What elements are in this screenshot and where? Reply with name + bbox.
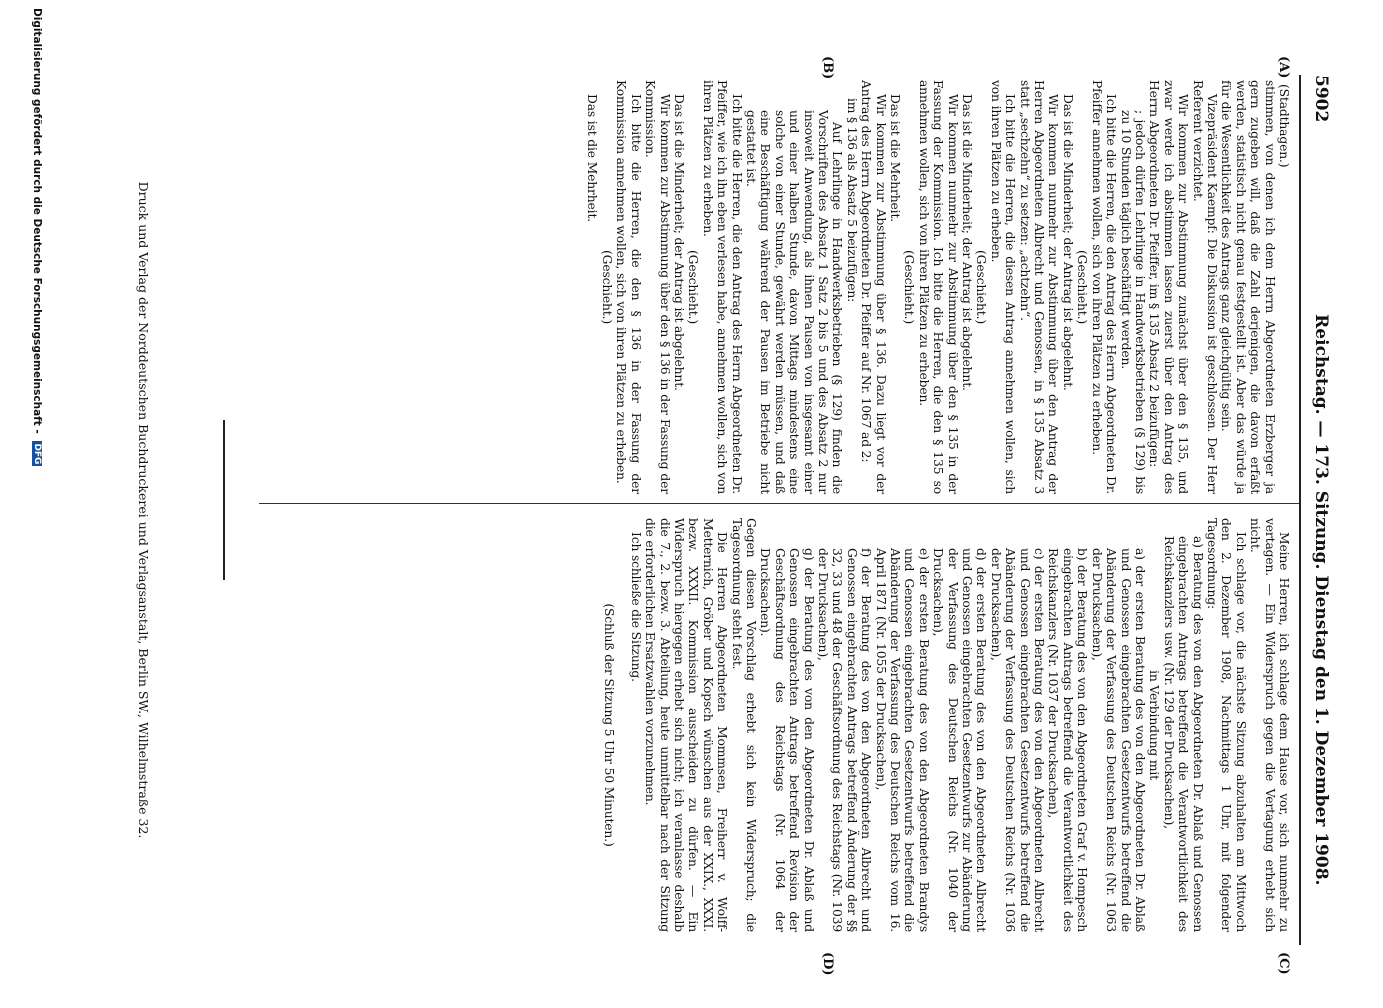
agenda-subitem: g) der Beratung des von den Abgeordneten Dr. Ablaß und Genossen eingebrachten Antrags betreffend Revision der Geschäftsordnung des Reichstags (Nr. 1064 der Drucksachen). (758, 548, 816, 932)
digitization-credit (31, 0, 43, 1008)
agenda-subitem: a) der ersten Beratung des von den Abgeordneten Dr. Ablaß und Genossen eingebrachten Gesetzentwurfs betreffend die Abänderung der Verfassung des Deutschen Reichs (Nr. 1063 der Drucksachen), (1089, 548, 1147, 932)
imprint-line: Druck und Verlag der Norddeutschen Buchdruckerei und Verlagsanstalt, Berlin SW., Wilhelmstraße 32. (136, 181, 151, 839)
agenda-item: a) Beratung des von den Abgeordneten Dr. Ablaß und Genossen eingebrachten Antrags betreffend die Verantwortlichkeit des Reichskanzlers usw. (Nr. 129 der Drucksachen), (1161, 536, 1205, 932)
paragraph: Das ist die Mehrheit. (888, 94, 903, 222)
right-column (602, 518, 1291, 932)
stage-direction: (Geschieht.) (974, 250, 989, 324)
agenda-subitem: b) der Beratung des von den Abgeordneten Graf v. Hompesch eingebrachten Antrags betreffend die Verantwortlichkeit des Reichskanzlers (Nr. 1037 der Drucksachen), (1046, 548, 1090, 932)
paragraph: Vizepräsident Kaempf: Die Diskussion ist geschlossen. Der Herr Referent verzichtet. (1190, 80, 1219, 494)
paragraph: Wir kommen zur Abstimmung zunächst über den § 135, und zwar werde ich abstimmen lassen zuerst über den Antrag des Herrn Abgeordneten Dr. Pfeiffer, im § 135 Absatz 2 beizufügen: (1147, 80, 1191, 494)
paragraph: Die Herren Abgeordneten Mommsen, Freiherr v. Wolff-Metternich, Gröber und Kopsch wünschen aus der XXIX., XXXI. bezw. XXXII. Kommission ausscheiden zu dürfen. — Ein Widerspruch hiergegen erhebt sich nicht; ich veranlasse deshalb die 7., 2. bezw. 3. Abteilung, heute unmittelbar nach der Sitzung die erforderlichen Ersatzwahlen vorzunehmen. (643, 518, 730, 932)
header-rule (1299, 75, 1301, 945)
paragraph: Wir kommen nunmehr zur Abstimmung über den Antrag der Herren Abgeordneten Albrecht und Genossen, in § 135 Absatz 3 statt „sechzehn“ zu setzen: „achtzehn“. (1017, 80, 1061, 494)
quoted-amendment: ; jedoch dürfen Lehrlinge in Handwerksbetrieben (§ 129) bis zu 10 Stunden täglich beschäftigt werden. (1118, 110, 1147, 494)
stage-direction: (Geschieht.) (686, 250, 701, 324)
agenda-connector: in Verbindung mit (1147, 670, 1162, 780)
column-divider (259, 503, 1299, 504)
paragraph: Das ist die Mehrheit. (585, 94, 600, 222)
paragraph: stimmen, von denen ich dem Herrn Abgeordneten Erzberger ja gern zugeben will, daß die Zahl derjenigen, die davon erfaßt werden, statistisch nicht genau festgestellt ist. Aber das würde ja für die Wesentlichkeit des Antrags ganz gleichgültig sein. (1219, 80, 1277, 494)
stage-direction: (Geschieht.) (902, 250, 917, 324)
agenda-subitem: c) der ersten Beratung des von den Abgeordneten Albrecht und Genossen eingebrachten Gesetzentwurfs betreffend die Abänderung der Verfassung des Deutschen Reichs (Nr. 1036 der Drucksachen), (988, 548, 1047, 932)
paragraph: Ich bitte die Herren, die den Antrag des Herrn Abgeordneten Dr. Pfeiffer annehmen wollen, sich von ihren Plätzen zu erheben. (1089, 80, 1119, 494)
paragraph: Das ist die Minderheit; der Antrag ist abgelehnt. (1060, 94, 1075, 391)
agenda-subitem: f) der Beratung des von den Abgeordneten Albrecht und Genossen eingebrachten Antrags betreffend Änderung der §§ 32, 33 und 48 der Geschäftsordnung des Reichstags (Nr. 1039 der Drucksachen), (816, 548, 874, 932)
paragraph: Gegen diesen Vorschlag erhebt sich kein Widerspruch; die Tagesordnung steht fest. (729, 518, 758, 932)
paragraph: Meine Herren, ich schlage dem Hause vor, sich nunmehr zu vertagen. — Ein Widerspruch gegen die Vertagung erhebt sich nicht. (1248, 518, 1291, 932)
stage-direction: (Geschieht.) (1075, 250, 1090, 324)
margin-letter-c: (C) (1276, 952, 1291, 975)
end-rule (223, 420, 225, 580)
margin-letter-d: (D) (820, 952, 835, 976)
paragraph: Das ist die Minderheit; der Antrag ist abgelehnt. (671, 94, 686, 391)
page-header (1305, 75, 1331, 945)
credit-text: Digitalisierung gefördert durch die Deutsche Forschungsgemeinschaft - (31, 8, 43, 434)
margin-letter-a: (A) (1276, 56, 1291, 79)
speaker-note: (Stadthagen.) (1277, 84, 1291, 168)
agenda-subitem: d) der ersten Beratung des von den Abgeordneten Albrecht und Genossen eingebrachten Gesetzentwurfs zur Abänderung der Verfassung des Deutschen Reichs (Nr. 1040 der Drucksachen), (931, 548, 989, 932)
page-title: Reichstag. — 173. Sitzung. Dienstag den 1. Dezember 1908. (1311, 314, 1331, 886)
paragraph: Ich bitte die Herren, die den § 136 in der Fassung der Kommission annehmen wollen, sich von ihren Plätzen zu erheben. (614, 80, 643, 494)
quoted-amendment: Auf Lehrlinge in Handwerksbetrieben (§ 129) finden die Vorschriften des Absatz 1 Satz 2 bis 5 und des Absatz 2 nur insoweit Anwendung, als ihnen Pausen von insgesamt einer und einer halben Stunde, davon Mittags mindestens eine solche von einer Stunde, gewährt werden müssen, und daß eine Beschäftigung während der Pausen im Betriebe nicht gestattet ist. (743, 110, 845, 494)
page-number: 5902 (1311, 75, 1331, 123)
agenda-subitem: e) der ersten Beratung des von den Abgeordneten Brandys und Genossen eingebrachten Gesetzentwurfs betreffend die Abänderung der Verfassung des Deutschen Reichs vom 16. April 1871 (Nr. 1055 der Drucksachen), (873, 548, 931, 932)
session-close-note: (Schluß der Sitzung 5 Uhr 50 Minuten.) (602, 603, 617, 847)
paragraph: Wir kommen zur Abstimmung über § 136. Dazu liegt vor der Antrag des Herrn Abgeordneten Dr. Pfeiffer auf Nr. 1067 ad 2: (859, 80, 888, 494)
left-column (585, 80, 1291, 494)
paragraph: Ich schlage vor, die nächste Sitzung abzuhalten am Mittwoch den 2. Dezember 1908, Nachmittags 1 Uhr, mit folgender Tagesordnung: (1204, 518, 1248, 932)
paragraph: Das ist die Minderheit; der Antrag ist abgelehnt. (960, 94, 975, 391)
stage-direction: (Geschieht.) (599, 250, 614, 324)
paragraph: Wir kommen zur Abstimmung über den § 136 in der Fassung der Kommission. (643, 80, 672, 494)
paragraph: Wir kommen nunmehr zur Abstimmung über den § 135 in der Fassung der Kommission. Ich bitte die Herren, die den § 135 so annehmen wollen, sich von ihren Plätzen zu erheben. (916, 80, 960, 494)
paragraph: Ich schließe die Sitzung. (628, 532, 643, 682)
margin-letter-b: (B) (820, 56, 835, 80)
paragraph: Ich bitte die Herren, die diesen Antrag annehmen wollen, sich von ihren Plätzen zu erheben. (988, 80, 1018, 494)
quoted-amendment-intro: im § 136 als Absatz 5 beizufügen: (844, 98, 859, 303)
paragraph: Ich bitte die Herren, die den Antrag des Herrn Abgeordneten Dr. Pfeiffer, wie ich ihn eben verlesen habe, annehmen wollen, sich von ihren Plätzen zu erheben. (700, 80, 744, 494)
dfg-logo: DFG (32, 443, 42, 465)
